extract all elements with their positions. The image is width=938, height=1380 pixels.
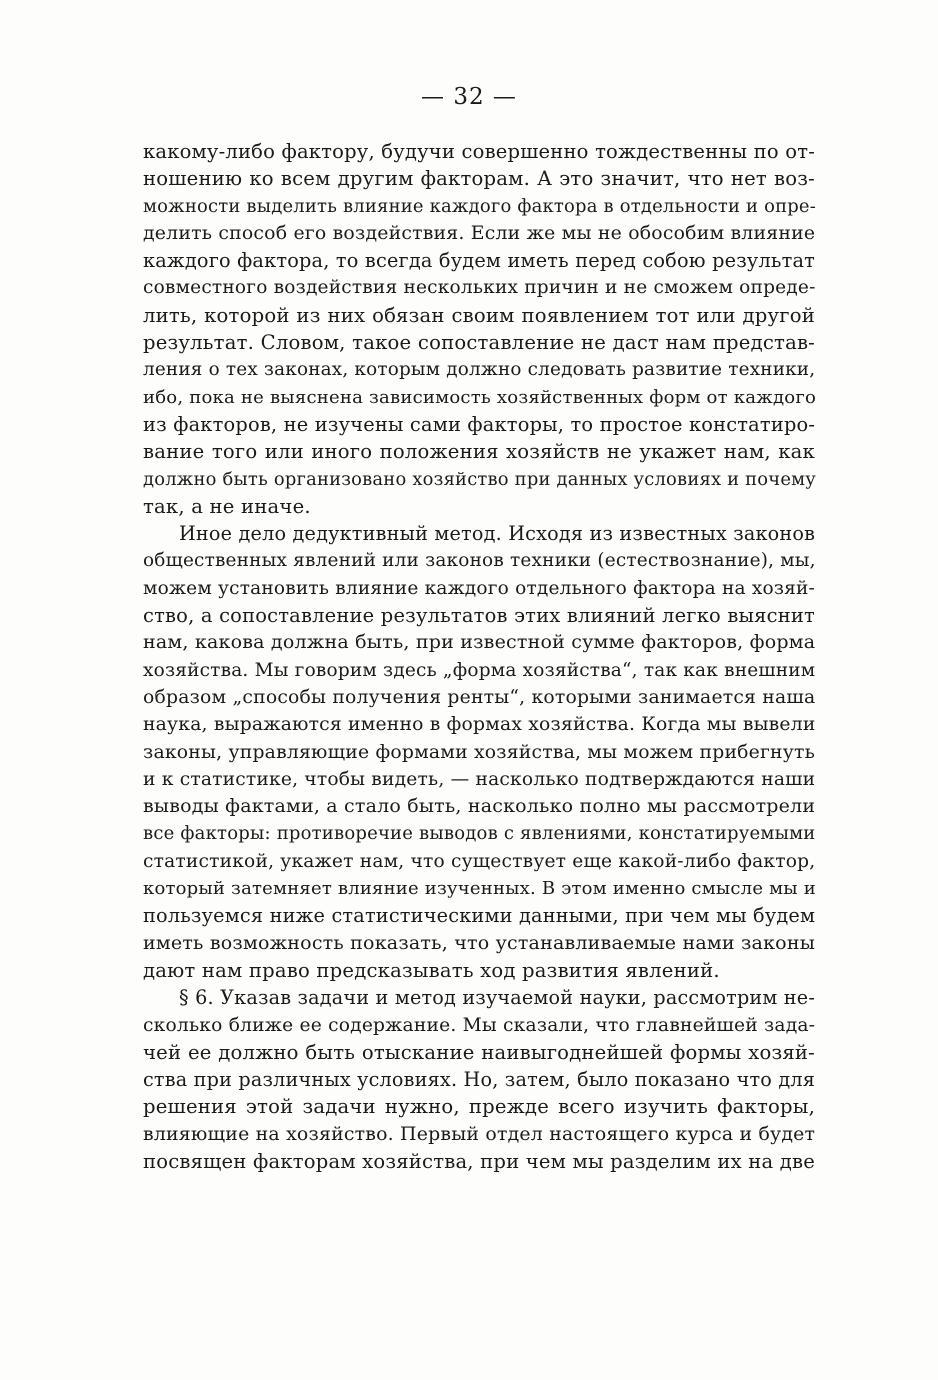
text-line: хозяйства. Мы говорим здесь „форма хозяйства“, так как внешним [143,659,816,681]
text-line: все факторы: противоречие выводов с явлениями, констатируемыми [143,823,816,845]
text-line: выводы фактами, а стало быть, насколько полно мы рассмотрели [143,795,816,818]
body-text [143,138,815,1175]
text-line: ношению ко всем другим факторам. А это значит, что нет воз- [143,167,815,191]
text-line: ления о тех законах, которым должно следовать развитие техники, [143,359,816,381]
text-line: пользуемся ниже статистическими данными, при чем мы будем [143,904,816,928]
text-line: статистикой, укажет нам, что существует еще какой-либо фактор, [143,850,816,872]
text-line: чей ее должно быть отыскание наивыгоднейшей формы хозяй- [143,1040,815,1064]
text-line: совместного воздействия нескольких причин и не сможем опреде- [143,277,816,299]
text-line: ства при различных условиях. Но, затем, было показано что для [143,1068,815,1092]
text-line: который затемняет влияние изученных. В этом именно смысле мы и [143,878,816,900]
text-line: какому-либо фактору, будучи совершенно тождественны по от- [143,140,815,163]
text-line: наука, выражаются именно в формах хозяйства. Когда мы вывели [143,714,816,736]
text-line: § 6. Указав задачи и метод изучаемой науки, рассмотрим не- [179,986,815,1010]
text-line: общественных явлений или законов техники (естествознание), мы, [143,550,816,572]
text-line: иметь возможность показать, что устанавливаемые нами законы [143,931,816,954]
text-line: должно быть организовано хозяйство при данных условиях и почему [143,468,816,490]
text-line: решения этой задачи нужно, прежде всего изучить факторы, [143,1095,815,1119]
text-line: сколько ближе ее содержание. Мы сказали, что главнейшей зада- [143,1014,816,1036]
text-line: можем установить влияние каждого отдельного фактора на хозяй- [143,577,816,599]
text-line: влияющие на хозяйство. Первый отдел настоящего курса и будет [143,1122,816,1145]
text-line: результат. Словом, такое сопоставление не даст нам представ- [143,331,815,355]
text-line: делить способ его воздействия. Если же мы не обособим влияние [143,222,816,244]
text-line: нам, какова должна быть, при известной сумме факторов, форма [143,631,816,654]
text-line: ибо, пока не выяснена зависимость хозяйственных форм от каждого [143,386,817,408]
text-line: ство, а сопоставление результатов этих влияний легко выяснит [143,604,815,628]
text-line: лить, которой из них обязан своим появлением тот или другой [143,303,815,327]
page-number: — 32 — [421,84,517,110]
paragraph-1 [143,138,815,520]
text-line: дают нам право предсказывать ход развития явлений. [143,958,720,982]
text-line: законы, управляющие формами хозяйства, мы можем прибегнуть [143,741,816,763]
text-line: образом „способы получения ренты“, которыми занимается наша [143,686,816,708]
text-line: каждого фактора, то всегда будем иметь перед собою результат [143,249,815,273]
text-line: и к статистике, чтобы видеть, — насколько подтверждаются наши [143,768,816,790]
text-line: вание того или иного положения хозяйств не укажет нам, как [143,440,815,464]
paragraph-3 [143,984,815,1175]
text-line: можности выделить влияние каждого фактора в отдельности и опре- [143,195,816,217]
text-line: посвящен факторам хозяйства, при чем мы разделим их на две [143,1149,815,1173]
text-line: из факторов, не изучены сами факторы, то простое констатиро- [143,412,816,436]
text-line: так, а не иначе. [143,494,311,518]
paragraph-2 [143,520,815,984]
text-line: Иное дело дедуктивный метод. Исходя из известных законов [179,522,816,546]
